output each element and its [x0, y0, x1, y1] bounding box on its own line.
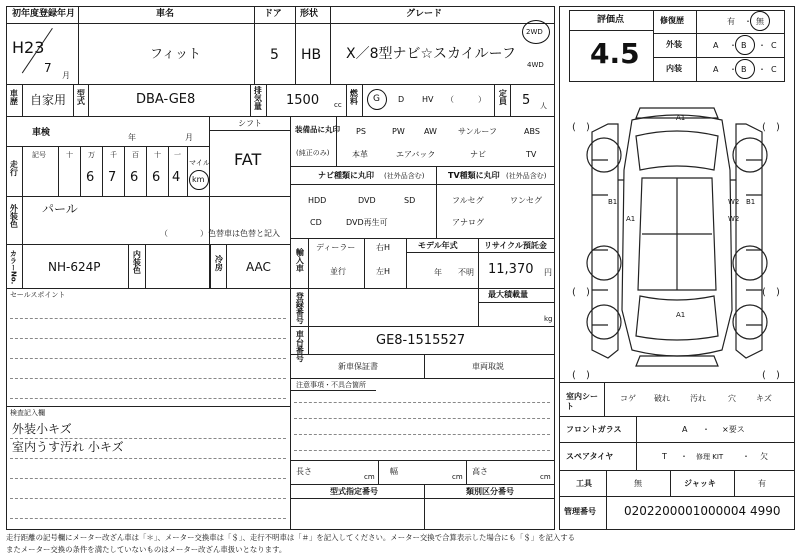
- car-damage-diagram: [562, 100, 792, 382]
- door-label: ドア: [264, 9, 282, 19]
- repair-label: 修復歴: [660, 16, 684, 25]
- seat-hole: 穴: [728, 394, 736, 403]
- navi-sd: SD: [404, 196, 416, 205]
- unit-thousand: 千: [110, 151, 117, 159]
- int-sep1: ・: [729, 65, 737, 74]
- reg-year: H23: [12, 38, 45, 57]
- inspection-year-unit: 年: [128, 133, 136, 142]
- notes-label: 注意事項・不具合箇所: [296, 381, 366, 389]
- jack-value: 有: [758, 479, 766, 488]
- chassis-value: GE8-1515527: [376, 333, 466, 348]
- model-value: DBA-GE8: [136, 92, 196, 107]
- shape-label: 形状: [300, 9, 319, 19]
- model-label: 型式: [76, 89, 86, 105]
- unit-ten: 十: [154, 151, 161, 159]
- svg-text:(: (: [762, 122, 766, 133]
- footer-note-2: またメーター交換の条件を満たしていないものはメーター改ざん車扱いとなります。: [6, 545, 287, 554]
- length-cm: cm: [364, 473, 375, 481]
- body-shape: HB: [301, 47, 322, 63]
- max-load-kg: kg: [544, 315, 553, 323]
- tv-fullseg: フルセグ: [452, 196, 484, 205]
- glass-replace: ×要ス: [722, 425, 745, 434]
- tv-label: TV種類に丸印: [448, 171, 500, 180]
- fuel-g: G: [373, 94, 380, 104]
- reg-no-label: 登録番号: [295, 292, 305, 324]
- fuel-close: ）: [478, 95, 486, 104]
- shift-value: FAT: [234, 150, 262, 169]
- mark-right-low: B1: [746, 198, 756, 206]
- tools-label: 工具: [576, 479, 592, 488]
- int-c: C: [771, 65, 777, 74]
- repair-sep: ・: [744, 17, 752, 26]
- glass-label: フロントガラス: [566, 425, 622, 434]
- inspection-note-2: 室内うす汚れ 小キズ: [12, 440, 124, 454]
- svg-text:): ): [586, 370, 590, 381]
- repair-yes: 有: [727, 17, 735, 26]
- equip-navi: ナビ: [470, 150, 486, 159]
- ext-c: C: [771, 41, 777, 50]
- sales-point-label: セールスポイント: [10, 291, 66, 299]
- drive-2wd: 2WD: [526, 28, 543, 36]
- color-value: パール: [42, 202, 78, 216]
- grade-label: グレード: [406, 9, 443, 19]
- reg-month: 7: [44, 61, 52, 75]
- mileage-digit: 6: [152, 170, 161, 185]
- fuel-hv: HV: [422, 95, 434, 104]
- svg-text:): ): [776, 122, 780, 133]
- mileage-code-label: 記号: [32, 151, 46, 159]
- management-value: 0202200001000004 4990: [624, 504, 781, 518]
- height-label: 高さ: [472, 467, 488, 476]
- mileage-digit: 6: [86, 170, 95, 185]
- inspection-month-unit: 月: [185, 133, 193, 142]
- exterior-label: 外装: [666, 40, 682, 49]
- displacement-value: 1500: [286, 93, 320, 108]
- ac-label: 冷房: [214, 255, 224, 271]
- color-note: ）色替車は色替と記入: [200, 229, 280, 238]
- seat-scratch: キズ: [756, 394, 772, 403]
- unit-km: km: [192, 175, 205, 184]
- ext-b: B: [741, 41, 747, 50]
- svg-text:): ): [586, 122, 590, 133]
- color-note-open: （: [160, 229, 168, 238]
- navi-cd: CD: [310, 218, 322, 227]
- seat-tear: 破れ: [654, 394, 670, 403]
- navi-dvd: DVD: [358, 196, 376, 205]
- unit-ten-thousand: 万: [88, 151, 95, 159]
- equip-pw: PW: [392, 127, 405, 136]
- length-label: 長さ: [296, 467, 312, 476]
- mileage-digit: 4: [172, 170, 181, 185]
- color-no-label: カラーNo.: [9, 250, 18, 285]
- import-dealer: ディーラー: [316, 243, 356, 252]
- spare-sep2: ・: [742, 452, 750, 461]
- import-right: 右H: [376, 243, 391, 252]
- fuel-d: D: [398, 95, 405, 104]
- equipment-sub: (純正のみ): [296, 149, 330, 157]
- warranty-label: 新車保証書: [338, 362, 378, 371]
- spare-none: 欠: [760, 452, 768, 461]
- int-a: A: [713, 65, 719, 74]
- tv-oneseg: ワンセグ: [510, 196, 542, 205]
- class-number-label: 類別区分番号: [466, 487, 514, 496]
- footer-note-1: 走行距離の記号欄にメーター改ざん車は「＊」、メーター交換車は「＄」、走行不明車は「＃」を記入してください。メーター交換で合算表示した場合にも「＄」を記入する: [6, 533, 576, 542]
- model-year-label: モデル年式: [418, 241, 458, 250]
- reg-year-label: 初年度登録年月: [12, 9, 76, 19]
- equip-aw: AW: [424, 127, 437, 136]
- mileage-digit: 7: [108, 170, 117, 185]
- mark-left-mid: A1: [626, 215, 636, 223]
- category-label: 車歴: [9, 89, 19, 105]
- mark-right-mid: W2: [728, 215, 740, 223]
- recycle-label: リサイクル預託金: [484, 241, 547, 250]
- max-load-label: 最大積載量: [488, 290, 528, 299]
- tv-sub: (社外品含む): [506, 172, 547, 180]
- color-no-value: NH-624P: [48, 260, 101, 274]
- fuel-label: 燃料: [349, 89, 359, 105]
- int-sep2: ・: [758, 65, 766, 74]
- capacity-label: 定員: [498, 89, 508, 105]
- svg-text:(: (: [762, 287, 766, 298]
- inspection-label: 車検: [32, 128, 51, 138]
- svg-text:(: (: [572, 122, 576, 133]
- spare-kit: 修理 KIT: [696, 453, 724, 461]
- cc-unit: cc: [334, 101, 342, 109]
- capacity-value: 5: [522, 93, 531, 108]
- capacity-unit: 人: [540, 102, 547, 110]
- navi-label: ナビ種類に丸印: [318, 171, 374, 180]
- seat-burn: コゲ: [620, 394, 636, 403]
- interior-color-label: 内装色: [132, 250, 142, 274]
- unit-one: 一: [174, 151, 181, 159]
- shift-label: シフト: [238, 119, 262, 128]
- width-label: 幅: [390, 467, 398, 476]
- type-designation-label: 型式指定番号: [330, 487, 378, 496]
- car-name: フィット: [150, 47, 201, 62]
- navi-dvd-play: DVD再生可: [346, 218, 388, 227]
- jack-label: ジャッキ: [684, 479, 716, 488]
- fuel-open: （: [446, 95, 454, 104]
- equipment-label: 装備品に丸印: [295, 125, 340, 134]
- svg-text:): ): [586, 287, 590, 298]
- ext-a: A: [713, 41, 719, 50]
- width-cm: cm: [452, 473, 463, 481]
- height-cm: cm: [540, 473, 551, 481]
- recycle-value: 11,370: [488, 262, 534, 277]
- svg-text:(: (: [572, 370, 576, 381]
- mileage-label: 走行: [9, 160, 19, 176]
- import-label: 輸入車: [295, 248, 305, 272]
- tv-analog: アナログ: [452, 218, 484, 227]
- svg-text:): ): [776, 287, 780, 298]
- mark-left-top: B1: [608, 198, 618, 206]
- glass-sep: ・: [702, 425, 710, 434]
- mark-front: A1: [676, 114, 686, 122]
- svg-text:): ): [776, 370, 780, 381]
- navi-hdd: HDD: [308, 196, 327, 205]
- ext-sep1: ・: [729, 41, 737, 50]
- interior-label: 内装: [666, 64, 682, 73]
- equip-tv: TV: [526, 150, 537, 159]
- score-value: 4.5: [590, 37, 640, 70]
- color-label: 外装色: [9, 204, 19, 228]
- ext-sep2: ・: [758, 41, 766, 50]
- spare-label: スペアタイヤ: [566, 452, 614, 461]
- seat-label: 室内シート: [566, 392, 598, 412]
- management-label: 管理番号: [564, 507, 596, 516]
- equip-sunroof: サンルーフ: [458, 127, 497, 136]
- spare-sep1: ・: [680, 452, 688, 461]
- repair-no: 無: [756, 17, 764, 26]
- svg-text:(: (: [762, 370, 766, 381]
- import-parallel: 並行: [330, 267, 346, 276]
- svg-text:(: (: [572, 287, 576, 298]
- category-value: 自家用: [30, 93, 67, 107]
- equip-abs: ABS: [524, 127, 540, 136]
- unit-ten-million: 十: [66, 151, 73, 159]
- door-count: 5: [270, 47, 279, 63]
- import-left: 左H: [376, 267, 391, 276]
- spare-t: T: [662, 452, 667, 461]
- seat-dirt: 汚れ: [690, 394, 706, 403]
- grade-value: X／8型ナビ☆スカイルーフ: [346, 46, 516, 62]
- equip-ps: PS: [356, 127, 366, 136]
- inspection-notes-label: 検査記入欄: [10, 409, 45, 417]
- glass-a: A: [682, 425, 688, 434]
- equip-airbag: エアバック: [396, 150, 436, 159]
- chassis-label: 車台番号: [295, 330, 305, 362]
- reg-month-unit: 月: [62, 71, 70, 80]
- manual-label: 車両取説: [472, 362, 504, 371]
- mark-right-top: W2: [728, 198, 740, 206]
- ac-value: AAC: [246, 260, 271, 274]
- tools-value: 無: [634, 479, 642, 488]
- equip-leather: 本革: [352, 150, 368, 159]
- unit-mile: マイル: [189, 159, 210, 167]
- recycle-yen: 円: [544, 268, 552, 277]
- score-label: 評価点: [597, 15, 625, 25]
- car-name-label: 車名: [156, 9, 175, 19]
- displacement-label: 排気量: [253, 86, 263, 110]
- int-b: B: [741, 65, 747, 74]
- model-year-unknown: 不明: [458, 268, 474, 277]
- model-year-unit: 年: [434, 268, 442, 277]
- mileage-digit: 6: [130, 170, 139, 185]
- inspection-note-1: 外装小キズ: [12, 422, 72, 436]
- unit-hundred: 百: [132, 151, 139, 159]
- mark-rear: A1: [676, 311, 686, 319]
- drive-4wd: 4WD: [527, 61, 544, 69]
- navi-sub: (社外品含む): [384, 172, 425, 180]
